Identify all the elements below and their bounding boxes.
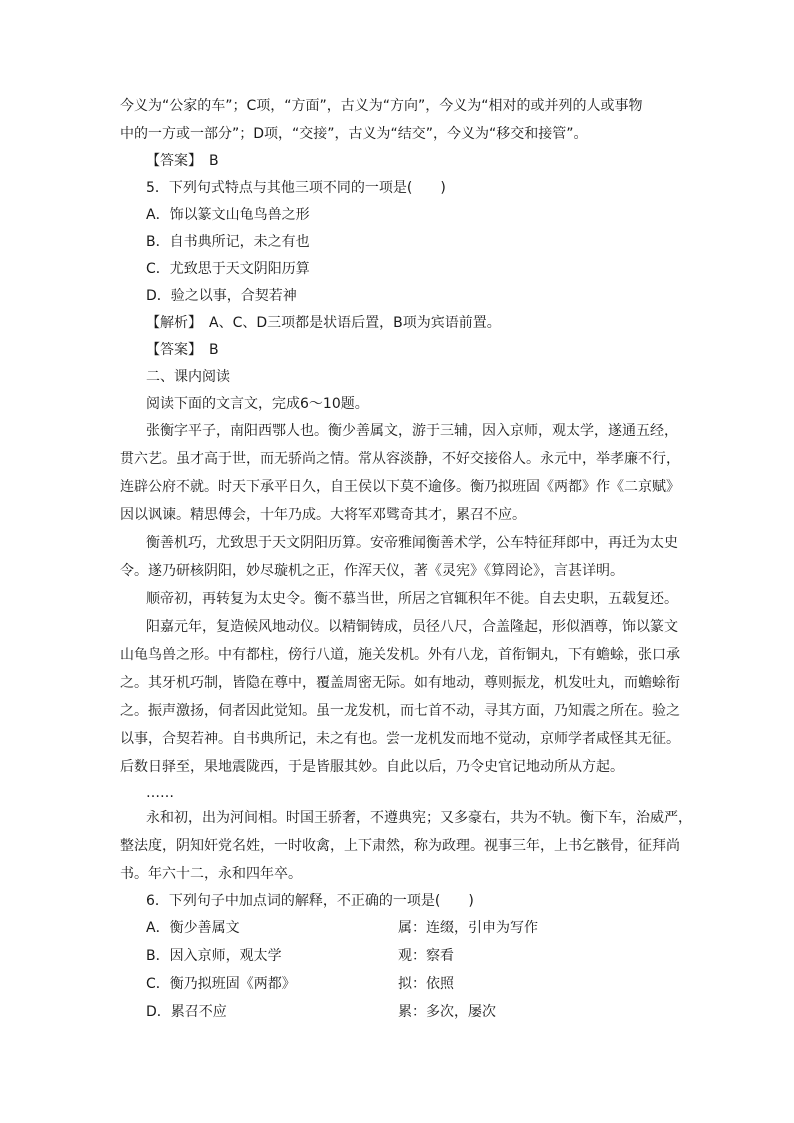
passage-line: 山龟鸟兽之形。中有都柱，傍行八道，施关发机。外有八龙，首衔铜丸，下有蟾蜍，张口承 bbox=[120, 647, 680, 663]
answer-label: 【答案】 B bbox=[146, 342, 219, 358]
question-6: 6．下列句子中加点词的解释，不正确的一项是( ) bbox=[146, 893, 474, 909]
question-5: 5．下列句式特点与其他三项不同的一项是( ) bbox=[146, 180, 446, 196]
option-explanation: 观：察看 bbox=[398, 948, 454, 964]
option-explanation: 属：连缀，引申为写作 bbox=[398, 920, 538, 936]
option-text: C．衡乃拟班固《两都》 bbox=[146, 976, 296, 992]
q6-option-c bbox=[146, 974, 706, 994]
analysis-label: 【解析】 A、C、D三项都是状语后置，B项为宾语前置。 bbox=[146, 315, 501, 331]
passage-line: 之。振声激扬，伺者因此觉知。虽一龙发机，而七首不动，寻其方面，乃知震之所在。验之 bbox=[120, 703, 680, 719]
passage-line: 后数日驿至，果地震陇西，于是皆服其妙。自此以后，乃令史官记地动所从方起。 bbox=[120, 759, 624, 775]
q6-option-b bbox=[146, 946, 706, 966]
option-a: A．饰以篆文山龟鸟兽之形 bbox=[146, 207, 310, 223]
passage-line: 张衡字平子，南阳西鄂人也。衡少善属文，游于三辅，因入京师，观太学，遂通五经， bbox=[146, 423, 678, 439]
passage-line: 顺帝初，再转复为太史令。衡不慕当世，所居之官辄积年不徙。自去史职，五载复还。 bbox=[146, 591, 678, 607]
q6-option-d bbox=[146, 1002, 706, 1022]
passage-line: 连辟公府不就。时天下承平日久，自王侯以下莫不逾侈。衡乃拟班固《两都》作《二京赋》 bbox=[120, 479, 680, 495]
passage-line: 衡善机巧，尤致思于天文阴阳历算。安帝雅闻衡善术学，公车特征拜郎中，再迁为太史 bbox=[146, 535, 678, 551]
option-explanation: 拟：依照 bbox=[398, 976, 454, 992]
option-text: D．累召不应 bbox=[146, 1004, 227, 1020]
option-b: B．自书典所记，未之有也 bbox=[146, 234, 310, 250]
passage-line: 永和初，出为河间相。时国王骄奢，不遵典宪；又多豪右，共为不轨。衡下车，治威严， bbox=[146, 810, 692, 826]
ellipsis: …… bbox=[146, 785, 174, 801]
option-c: C．尤致思于天文阴阳历算 bbox=[146, 261, 310, 277]
option-text: A．衡少善属文 bbox=[146, 920, 240, 936]
q6-option-a bbox=[146, 918, 706, 938]
answer-label: 【答案】 B bbox=[146, 153, 219, 169]
passage-line: 因以讽谏。精思傅会，十年乃成。大将军邓骘奇其才，累召不应。 bbox=[120, 507, 526, 523]
section-heading: 二、课内阅读 bbox=[146, 369, 230, 385]
passage-line: 书。年六十二，永和四年卒。 bbox=[120, 866, 302, 882]
passage-line: 贯六艺。虽才高于世，而无骄尚之情。常从容淡静，不好交接俗人。永元中，举孝廉不行， bbox=[120, 451, 680, 467]
text-line: 今义为“公家的车”；C项，“方面”，古义为“方向”，今义为“相对的或并列的人或事物 bbox=[120, 98, 643, 114]
option-text: B．因入京师，观太学 bbox=[146, 948, 282, 964]
passage-line: 以事，合契若神。自书典所记，未之有也。尝一龙机发而地不觉动，京师学者咸怪其无征。 bbox=[120, 731, 680, 747]
passage-line: 令。遂乃研核阴阳，妙尽璇机之正，作浑天仪，著《灵宪》《算罔论》，言甚详明。 bbox=[120, 563, 624, 579]
passage-line: 之。其牙机巧制，皆隐在尊中，覆盖周密无际。如有地动，尊则振龙，机发吐丸，而蟾蜍衔 bbox=[120, 675, 680, 691]
passage-line: 整法度，阴知奸党名姓，一时收禽，上下肃然，称为政理。视事三年，上书乞骸骨，征拜尚 bbox=[120, 838, 680, 854]
text-line: 中的一方或一部分”；D项，“交接”，古义为“结交”，今义为“移交和接管”。 bbox=[120, 126, 588, 142]
option-explanation: 累：多次，屡次 bbox=[398, 1004, 496, 1020]
passage-line: 阳嘉元年，复造候风地动仪。以精铜铸成，员径八尺，合盖隆起，形似酒尊，饰以篆文 bbox=[146, 619, 678, 635]
instruction: 阅读下面的文言文，完成6～10题。 bbox=[146, 396, 369, 412]
option-d: D．验之以事，合契若神 bbox=[146, 288, 297, 304]
